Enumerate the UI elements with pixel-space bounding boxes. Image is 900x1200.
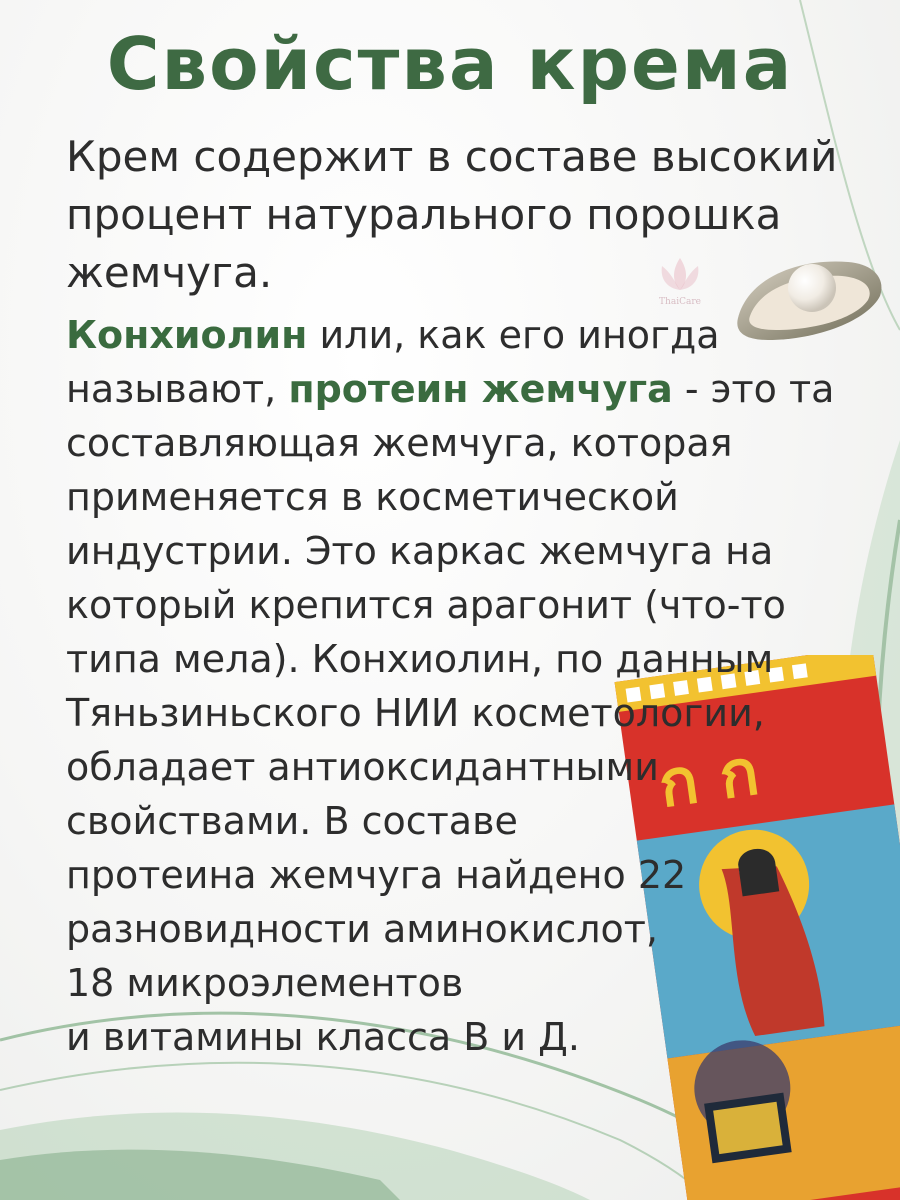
body-line: индустрии. Это каркас жемчуга на [66,529,774,573]
body-line: разновидности аминокислот, [66,907,659,951]
svg-text:ก ก: ก ก [654,734,764,823]
description-paragraph [66,308,835,1064]
body-line: 18 микроэлементов [66,961,464,1005]
body-text: - это та [672,367,835,411]
body-text: или, как его иногда [307,313,720,357]
intro-line: жемчуга. [66,248,273,297]
intro-paragraph [66,128,846,302]
body-text: называют, [66,367,289,411]
body-line [66,362,835,416]
watermark-text: ThaiCare [659,297,701,307]
page-title: Свойства крема [106,22,794,106]
body-line: составляющая жемчуга, которая [66,421,733,465]
highlight-term: протеин жемчуга [288,367,673,411]
body-line: применяется в косметической [66,475,679,519]
body-line: протеина жемчуга найдено 22 [66,853,687,897]
body-line: обладает антиоксидантными [66,745,659,789]
body-line: типа мела). Конхиолин, по данным [66,637,774,681]
body-line: и витамины класса В и Д. [66,1015,580,1059]
body-line [66,308,826,362]
intro-line: процент натурального порошка [66,190,782,239]
body-line: который крепится арагонит (что-то [66,583,786,627]
body-line: Тяньзиньского НИИ косметологии, [66,691,765,735]
highlight-term: Конхиолин [66,313,308,357]
intro-line: Крем содержит в составе высокий [66,132,838,181]
body-line: свойствами. В составе [66,799,518,843]
